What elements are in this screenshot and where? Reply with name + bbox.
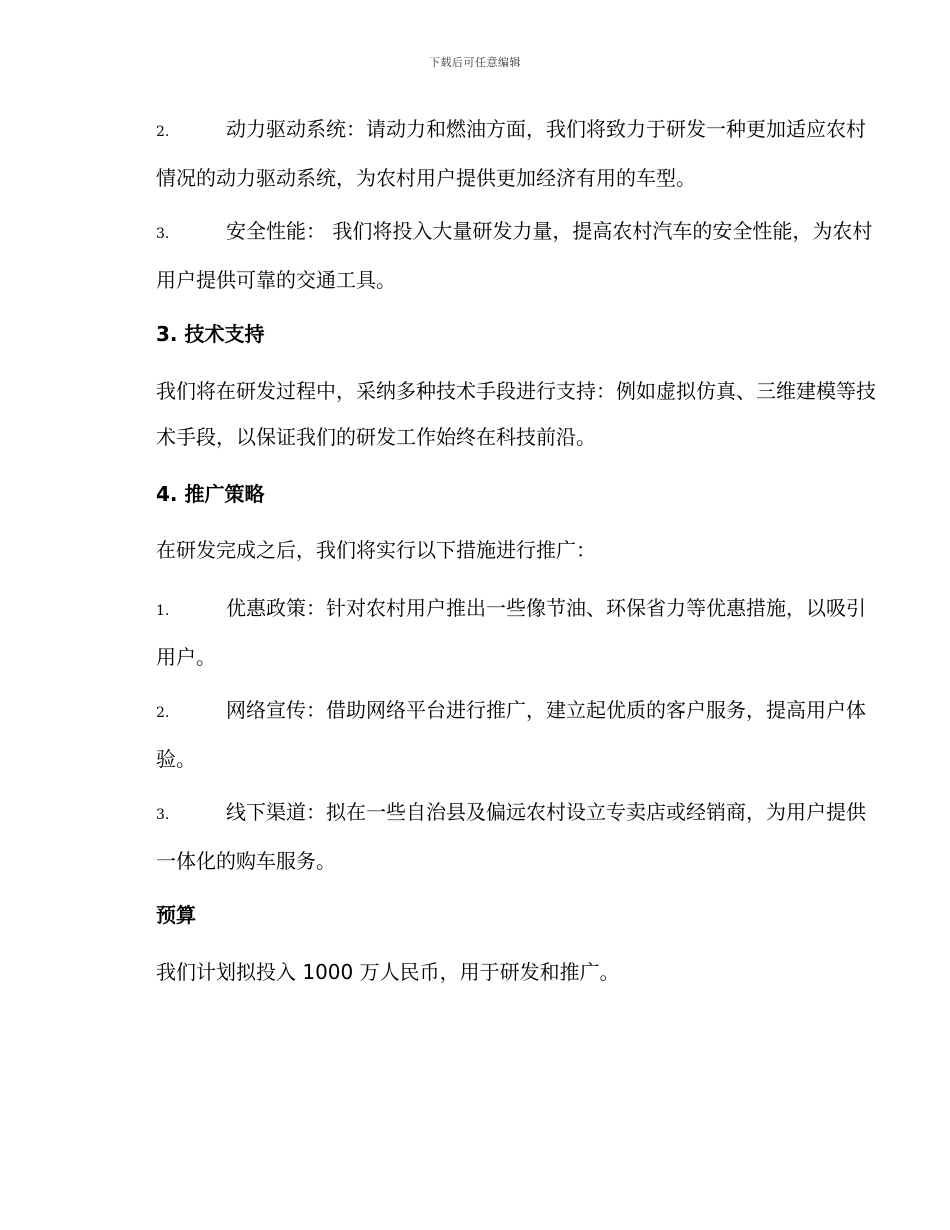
list-number: 3.: [156, 226, 170, 242]
list-item: [112, 208, 880, 303]
list-text: 网络宣传：借助网络平台进行推广，建立起优质的客户服务，提高用户体验。: [156, 698, 866, 771]
list-item: [112, 687, 880, 782]
list-text: 优惠政策：针对农村用户推出一些像节油、环保省力等优惠措施，以吸引用户。: [156, 596, 866, 669]
section-heading-promotion: 4. 推广策略: [156, 482, 265, 506]
list-number: 1.: [156, 603, 170, 619]
section-heading-budget: 预算: [156, 903, 196, 927]
list-text: 动力驱动系统：请动力和燃油方面，我们将致力于研发一种更加适应农村情况的动力驱动系统，为农村用户提供更加经济有用的车型。: [156, 117, 866, 190]
list-number: 2.: [156, 124, 170, 140]
list-text: 线下渠道：拟在一些自治县及偏远农村设立专卖店或经销商，为用户提供一体化的购车服务。: [156, 800, 866, 873]
list-item: [112, 106, 880, 201]
list-item: [112, 789, 880, 884]
list-number: 2.: [156, 705, 170, 721]
section-paragraph: 我们计划拟投入 1000 万人民币，用于研发和推广。: [156, 960, 620, 984]
section-paragraph: 我们将在研发过程中，采纳多种技术手段进行支持：例如虚拟仿真、三维建模等技术手段，以保证我们的研发工作始终在科技前沿。: [156, 379, 876, 449]
section-heading-tech-support: 3. 技术支持: [156, 322, 265, 346]
list-text: 安全性能： 我们将投入大量研发力量，提高农村汽车的安全性能，为农村用户提供可靠的交通工具。: [156, 219, 873, 292]
page-header: 下载后可任意编辑: [429, 56, 521, 69]
list-number: 3.: [156, 807, 170, 823]
list-item: [112, 585, 880, 680]
section-paragraph: 在研发完成之后，我们将实行以下措施进行推广：: [156, 538, 596, 562]
